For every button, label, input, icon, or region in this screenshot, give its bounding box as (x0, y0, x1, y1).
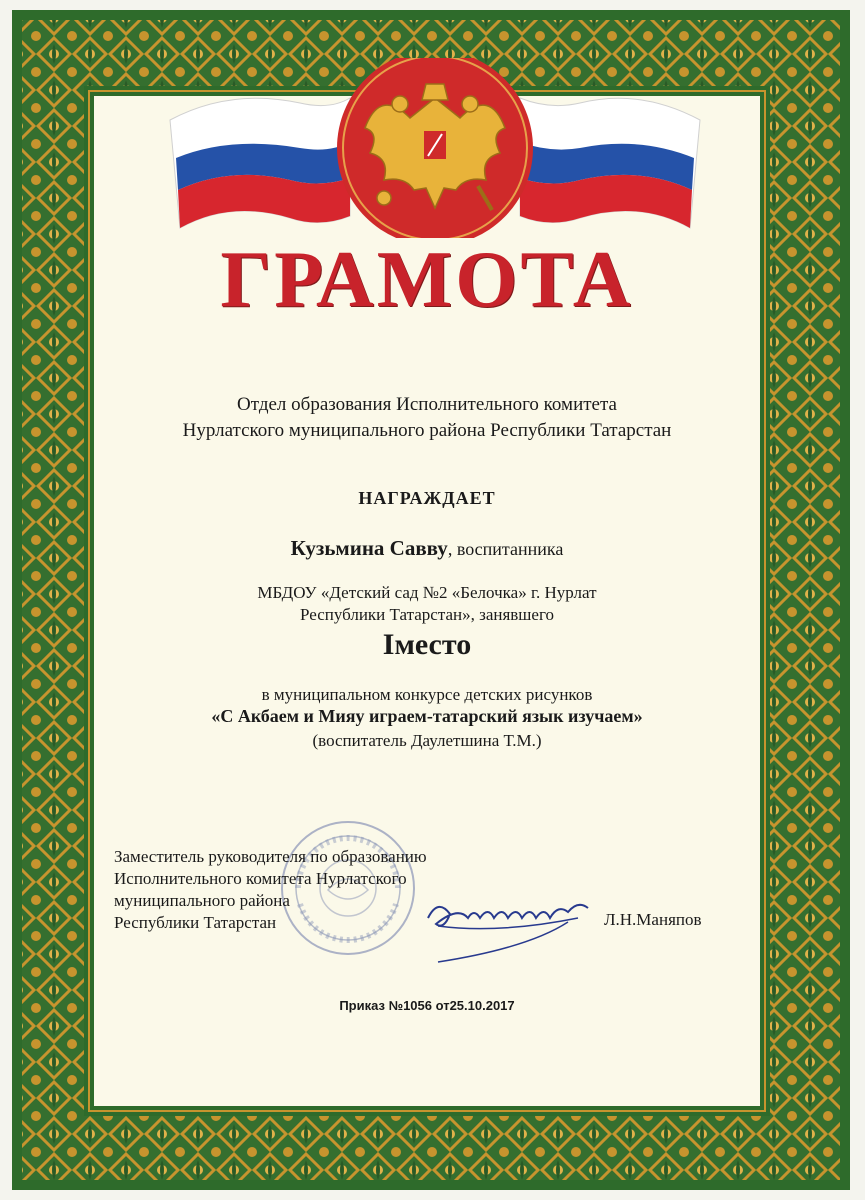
contest-line: в муниципальном конкурсе детских рисунков (261, 685, 593, 704)
contest-name: «С Акбаем и Мияу играем-татарский язык изучаем» (211, 706, 643, 726)
signatory-title-line-3: муниципального района (114, 891, 290, 910)
signatory-title-line-2: Исполнительного комитета Нурлатского (114, 869, 407, 888)
handwritten-signature-icon (418, 878, 598, 968)
organization-line-2: Нурлатского муниципального района Республики Татарстан (182, 420, 672, 441)
institution-line-1: МБДОУ «Детский сад №2 «Белочка» г. Нурлат (257, 583, 597, 602)
teacher-line: (воспитатель Даулетшина Т.М.) (312, 731, 542, 750)
signatory-title-line-4: Республики Татарстан (114, 913, 277, 932)
organization-line-1: Отдел образования Исполнительного комитета (237, 394, 617, 415)
signatory-title (114, 846, 427, 934)
recipient-line (94, 536, 760, 561)
recipient-name: Кузьмина Савву (290, 536, 448, 560)
place-award: Iместо (382, 628, 472, 661)
awards-heading: НАГРАЖДАЕТ (358, 488, 496, 508)
signatory-title-line-1: Заместитель руководителя по образованию (114, 847, 427, 866)
recipient-role: , воспитанника (447, 539, 564, 559)
institution-line-2: Республики Татарстан», занявшего (300, 605, 554, 624)
certificate-title: ГРАМОТА (220, 236, 634, 324)
signatory-name: Л.Н.Маняпов (604, 910, 702, 929)
russian-flag-icon (160, 58, 710, 238)
order-reference: Приказ №1056 от25.10.2017 (339, 998, 515, 1013)
